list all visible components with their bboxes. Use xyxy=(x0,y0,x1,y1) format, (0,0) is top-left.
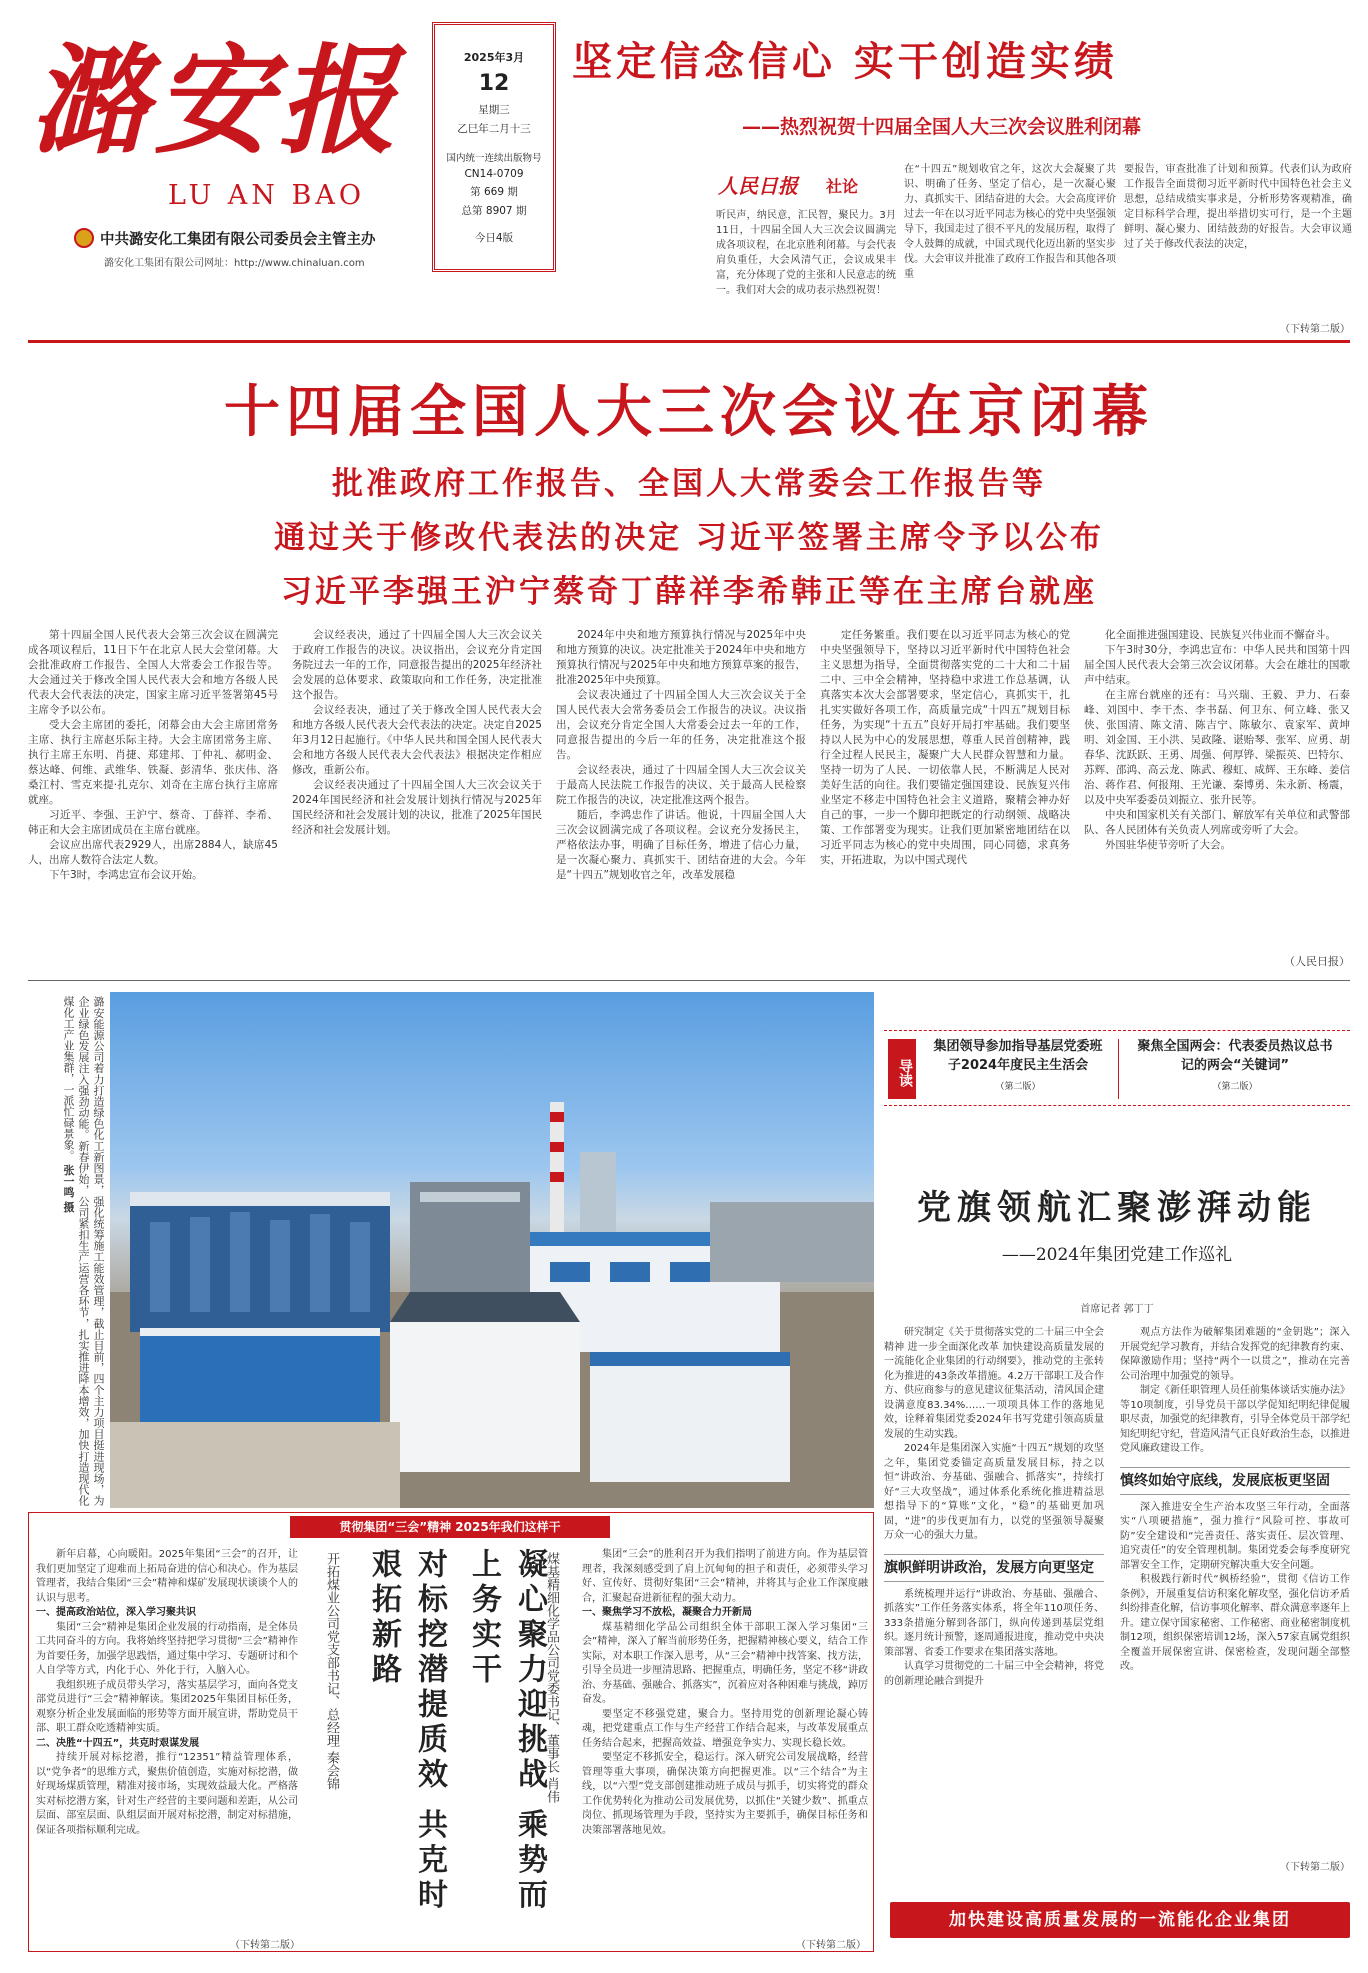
paragraph: 外国驻华使节旁听了大会。 xyxy=(1105,839,1231,851)
feature-byline: 首席记者 郭丁丁 xyxy=(1080,1304,1154,1315)
paragraph: 在主席台就座的还有：马兴瑞、王毅、尹力、石泰峰、刘国中、李干杰、李书磊、何卫东、何立峰、张又侠、张国清、陈文清、陈吉宁、陈敏尔、袁家军、黄坤明、刘金国、王小洪、吴政隆、谌贻琴、张军、应勇、胡春华、沈跃跃、王勇、周强、何厚铧、梁振英、巴特尔、苏辉、邵鸿、高云龙、陈武、穆虹、咸辉、王东峰、姜信治、蒋作君、何报翔、王光谦、秦博勇、朱永新、杨震，以及中央军委委员刘振立、张升民等。 xyxy=(1084,689,1350,806)
feature-col1 xyxy=(884,1326,1104,1854)
paragraph: 第十四届全国人民代表大会第三次会议在圆满完成各项议程后，11日下午在北京人民大会堂闭幕。大会批准政府工作报告、全国人大常委会工作报告等。大会通过关于修改全国人民代表大会和地方各级人民代表大会代表法的决定，国家主席习近平签署第45号主席令予以公布。 xyxy=(28,629,278,716)
guide-box xyxy=(884,1030,1350,1106)
paragraph: 中央和国家机关有关部门、解放军有关单位和武警部队、各人民团体有关负责人列席或旁听了大会。 xyxy=(1084,809,1350,836)
guide-label-text: 导读 xyxy=(897,1059,913,1087)
paragraph: 2024年是集团深入实施“十四五”规划的攻坚之年，集团党委锚定高质量发展目标，持之以恒“讲政治、夯基础、强融合、抓落实”，持续打好“三大攻坚战”，通过体系化系统化推进精益思想指导下的“算账”文化，“稳”的基础更加巩固，“进”的步伐更加有力，以党的坚强领导凝聚万众一心的强大力量。 xyxy=(884,1443,1104,1541)
paragraph: 化全面推进强国建设、民族复兴伟业而不懈奋斗。 xyxy=(1105,629,1336,641)
masthead-pinyin: LU AN BAO xyxy=(168,180,365,211)
paragraph: 持续开展对标挖潜，推行“12351”精益管理体系，以“党争者”的思维方式，聚焦价值创造，实施对标挖潜，做好现场煤质管理，精准对接市场，实现效益最大化。严格落实对标挖潜方案，针对生产经营的主要问题和差距，从公司层面、部室层面、队组层面开展对标挖潜，制定对标措施，保证各项指标顺利完成。 xyxy=(36,1752,298,1836)
paragraph: 集团“三会”的胜利召开为我们指明了前进方向。作为基层管理者，我深刻感受到了肩上沉甸甸的担子和责任，必须带头学习好、宣传好、贯彻好集团“三会”精神，并将其与企业工作深度融合，汇聚起奋进新征程的强大动力。 xyxy=(582,1549,868,1604)
paragraph: 会议经表决，通过了关于修改全国人民代表大会和地方各级人民代表大会代表法的决定。决定自2025年3月12日起施行。《中华人民共和国全国人民代表大会和地方各级人民代表大会代表法》根据决定作相应修改，重新公布。 xyxy=(292,704,542,776)
paragraph: 会议应出席代表2929人，出席2884人，缺席45人，出席人数符合法定人数。 xyxy=(28,839,278,866)
paragraph: 要坚定不移抓安全，稳运行。深入研究公司发展战略，经营管理等重大事项，确保决策方向把握更准。以“三个结合”为主线，以“六型”党支部创建推动班子成员与抓手，切实将党的群众工作优势转化为推动公司发展优势，以抓住“关键少数”、抓重点岗位、抓现场管理为手段，坚持实为主要抓手，确保目标任务和决策部署落地见效。 xyxy=(582,1752,868,1836)
paragraph: 积极践行新时代“枫桥经验”，贯彻《信访工作条例》，开展重复信访积案化解攻坚，强化信访矛盾纠纷排查化解，信访事项化解率、群众满意率逐年上升。建立保守国家秘密、工作秘密、商业秘密制度机制12项，组织保密培训12场，深入57家直属党组织全覆盖开展保密宣讲、保密检查，发现问题全部整改。 xyxy=(1120,1574,1350,1672)
issue-weekday: 星期三 xyxy=(478,104,510,116)
paragraph: 定任务繁重。我们要在以习近平同志为核心的党中央坚强领导下，坚持以习近平新时代中国特色社会主义思想为指导，全面贯彻落实党的二十大和二十届二中、三中全会精神，坚持稳中求进工作总基调，认真落实本次大会部署要求，坚定信心，真抓实干，扎扎实实做好各项工作，高质量完成“十四五”规划目标任务，为实现“十五五”良好开局打牢基础。我们要坚持以人民为中心的发展思想，尊重人民首创精神，践行全过程人民民主，凝聚广大人民群众智慧和力量。坚持一切为了人民、一切依靠人民，不断满足人民对美好生活的向往。我们要锚定强国建设、民族复兴伟业坚定不移走中国特色社会主义道路，聚精会神办好自己的事，一步一个脚印把既定的行动纲领、战略决策、工作部署变为现实。让我们更加紧密地团结在以习近平同志为核心的党中央周围，同心同德，求真务实，开拓进取，为以中国式现代 xyxy=(820,629,1070,866)
lead-col1 xyxy=(28,628,278,968)
paragraph: 随后，李鸿忠作了讲话。他说，十四届全国人大三次会议圆满完成了各项议程。会议充分发扬民主，严格依法办事，明确了目标任务，增进了信心力量，是一次凝心聚力、真抓实干、团结奋进的大会。今年是“十四五”规划收官之年，改革发展稳 xyxy=(556,809,806,881)
lead-sub2: 通过关于修改代表法的决定 习近平签署主席令予以公布 xyxy=(274,520,1104,556)
paragraph: 会议经表决，通过了十四届全国人大三次会议关于政府工作报告的决议。决议指出，会议充分肯定国务院过去一年的工作，同意报告提出的2025年经济社会发展的总体要求、政策取向和工作任务，决定批准这个报告。 xyxy=(292,629,542,701)
special-byline-2: 煤基精细化学品公司党委书记、董事长 肖伟 xyxy=(544,1552,559,1804)
special-subhead-3: 一、聚焦学习不放松，凝聚合力开新局 xyxy=(582,1607,752,1618)
lead-sub3: 习近平李强王沪宁蔡奇丁薛祥李希韩正等在主席台就座 xyxy=(281,574,1097,610)
feature-subhead-1: 旗帜鲜明讲政治，发展方向更坚定 xyxy=(884,1554,1104,1582)
paragraph: 研究制定《关于贯彻落实党的二十届三中全会精神 进一步全面深化改革 加快建设高质量发展的一流能化企业集团的行动纲要》，推动党的主张转化为推进的43条改革措施。4.2万干部职工及合作方、供应商参与的意见建议征集活动，清风国企建设满意度83.34%……一项项具体工作的落地见效，诠释着集团党委2024年书写党建引领高质量发展的生动实践。 xyxy=(884,1327,1104,1440)
issue-cn: CN14-0709 xyxy=(464,168,524,180)
photo-credit: 张一鸣 摄 xyxy=(62,1164,75,1213)
masthead xyxy=(28,18,418,268)
divider xyxy=(1118,1039,1119,1099)
divider xyxy=(28,980,1350,981)
paragraph: 会议经表决通过了十四届全国人大三次会议关于2024年国民经济和社会发展计划执行情况与2025年国民经济和社会发展计划的决议，批准了2025年国民经济和社会发展计划。 xyxy=(292,779,542,836)
guide-item-1-title: 集团领导参加指导基层党委班子2024年度民主生活会 xyxy=(933,1039,1103,1073)
footer-banner-text: 加快建设高质量发展的一流能化企业集团 xyxy=(949,1910,1291,1930)
guide-label xyxy=(888,1039,916,1099)
special-more-1: （下转第二版） xyxy=(230,1940,300,1951)
feature-col2 xyxy=(1120,1326,1350,1854)
special-banner xyxy=(290,1516,610,1538)
paragraph: 下午3时，李鸿忠宣布会议开始。 xyxy=(49,869,203,881)
special-col2 xyxy=(582,1548,868,1936)
paragraph: 我组织班子成员带头学习，落实基层学习，面向各党支部党员进行“三会”精神解读。集团2025年集团目标任务，观察分析企业发展面临的形势等方面开展宣讲，帮助党员干部、职工群众吃透精神实质。 xyxy=(36,1679,298,1734)
guide-item-2-title: 聚焦全国两会：代表委员热议总书记的两会“关键词” xyxy=(1137,1039,1333,1073)
party-emblem-icon xyxy=(74,228,94,248)
special-byline-1: 开拓煤业公司党支部书记、总经理 秦会锦 xyxy=(324,1552,339,1791)
masthead-title: 潞安报 xyxy=(30,31,403,170)
paragraph: 会议经表决，通过了十四届全国人大三次会议关于最高人民法院工作报告的决议、关于最高人民检察院工作报告的决议，决定批准这两个报告。 xyxy=(556,764,806,806)
paragraph: 制定《新任职管理人员任前集体谈话实施办法》等10项制度，引导党员干部以学促知纪明纪律促履职尽责，加强党的纪律教育，引导全体党员干部学纪知纪明纪守纪，营造风清气正良好政治生态，以推进党风廉政建设工作。 xyxy=(1120,1385,1350,1454)
editorial-col2: 在“十四五”规划收官之年，这次大会凝聚了共识、明确了任务、坚定了信心，是一次凝心聚力、真抓实干、团结奋进的大会。大会高度评价过去一年在以习近平同志为核心的党中央坚强领导下，我国走过了很不平凡的发展历程，取得了令人鼓舞的成就，中国式现代化迈出新的坚实步伐。大会审议并批准了政府工作报告和其他各项重 xyxy=(904,164,1116,280)
masthead-website: 潞安化工集团有限公司网址：http://www.chinaluan.com xyxy=(104,258,365,269)
guide-item-2-page: （第二版） xyxy=(1212,1082,1258,1092)
banner-slogan: 坚定信念信心 实干创造实绩 xyxy=(572,38,1118,85)
special-subhead-1: 一、提高政治站位，深入学习聚共识 xyxy=(36,1607,196,1618)
masthead-sponsor: 中共潞安化工集团有限公司委员会主管主办 xyxy=(100,232,376,248)
feature-headline: 党旗领航汇聚澎湃动能 xyxy=(917,1188,1317,1228)
issue-yearmonth: 2025年3月 xyxy=(463,51,525,64)
factory-photo xyxy=(110,992,874,1508)
issue-cn-label: 国内统一连续出版物号 xyxy=(446,153,542,164)
special-col1 xyxy=(36,1548,298,1936)
issue-lunar: 乙巳年二月十三 xyxy=(457,123,531,135)
paragraph: 2024年中央和地方预算执行情况与2025年中央和地方预算的决议。决定批准关于2024年中央和地方预算执行情况与2025年中央和地方预算草案的报告，批准2025年中央预算。 xyxy=(556,629,806,686)
special-subhead-2: 二、决胜“十四五”，共克时艰谋发展 xyxy=(36,1737,200,1749)
editorial-source: 人民日报 xyxy=(718,174,798,198)
paragraph: 要坚定不移强党建，聚合力。坚持用党的创新理论凝心铸魂，把党建重点工作与生产经营工作结合起来，与改革发展重点任务结合起来，把握高效益、增强竞争实力、实现长稳长效。 xyxy=(582,1708,868,1749)
lead-col5 xyxy=(1084,628,1350,950)
feature-more: （下转第二版） xyxy=(1280,1862,1350,1873)
special-banner-text: 贯彻集团“三会”精神 2025年我们这样干 xyxy=(339,1520,561,1534)
feature-subhead-2: 慎终如始守底线，发展底板更坚固 xyxy=(1120,1467,1350,1495)
lead-col4 xyxy=(820,628,1070,968)
issue-no: 第 669 期 xyxy=(470,186,518,198)
special-headline-2: 凝心聚力迎挑战 乘势而上务实干 xyxy=(466,1548,547,1914)
paragraph: 集团“三会”精神是集团企业发展的行动指南，是全体员工共同奋斗的方向。我将始终坚持把学习贯彻“三会”精神作为首要任务，加强学思践悟，通过集中学习、专题研讨和个人自学等方式，内化于心、外化于行，入脑入心。 xyxy=(36,1621,298,1676)
special-more-2: （下转第二版） xyxy=(796,1940,866,1951)
issue-box xyxy=(432,22,556,272)
lead-col2 xyxy=(292,628,542,968)
masthead-divider xyxy=(28,340,1350,343)
paragraph: 受大会主席团的委托，闭幕会由大会主席团常务主席、执行主席赵乐际主持。大会主席团常务主席、执行主席王东明、肖捷、郑建邦、丁仲礼、郝明金、蔡达峰、何维、武维华、铁凝、彭清华、张庆伟、洛桑江村、雪克来提·扎克尔、刘奇在主席台执行主席席就座。 xyxy=(28,719,278,806)
lead-col3 xyxy=(556,628,806,968)
editorial-col3: 要报告，审查批准了计划和预算。代表们认为政府工作报告全面贯彻习近平新时代中国特色社会主义思想，总结成绩实事求是，分析形势客观精准，确定目标科学合理，提出举措切实可行，是一个主题鲜明、凝心聚力、团结鼓劲的好报告。大会审议通过了关于修改代表法的决定， xyxy=(1124,164,1352,250)
editorial-more: （下转第二版） xyxy=(1280,324,1350,335)
footer-banner xyxy=(890,1902,1350,1938)
factory-illustration xyxy=(110,992,874,1508)
paragraph: 观点方法作为破解集团难题的“金钥匙”；深入开展党纪学习教育，并结合发挥党的纪律教育约束、保障激励作用；坚持“两个一以贯之”，推动在完善公司治理中加强党的领导。 xyxy=(1120,1327,1350,1382)
paragraph: 会议表决通过了十四届全国人大三次会议关于全国人民代表大会常务委员会工作报告的决议。决议指出，会议充分肯定全国人大常委会过去一年的工作，同意报告提出的今后一年的任务，决定批准这个报告。 xyxy=(556,689,806,761)
banner-subslogan: ——热烈祝贺十四届全国人大三次会议胜利闭幕 xyxy=(742,116,1142,138)
paragraph: 习近平、李强、王沪宁、蔡奇、丁薛祥、李希、韩正和大会主席团成员在主席台就座。 xyxy=(28,809,278,836)
paragraph: 系统梳理并运行“讲政治、夯基础、强融合、抓落实”工作任务落实体系，将全年110项任务、333条措施分解到各部门，纵向传递到基层党组织。逐月统计预警，逐周通报进度，推动党中央决策部署、省委工作要求在集团落实落地。 xyxy=(884,1588,1104,1658)
guide-item-1[interactable] xyxy=(928,1037,1108,1092)
editorial-col1: 听民声，纳民意，汇民智，聚民力。3月11日，十四届全国人大三次会议圆满完成各项议程，在北京胜利闭幕。与会代表肩负重任，大会风清气正，会议成果丰富，充分体现了党的主张和人民意志的统一。我们对大会的成功表示热烈祝贺！ xyxy=(716,210,896,296)
paragraph: 下午3时30分，李鸿忠宣布：中华人民共和国第十四届全国人民代表大会第三次会议闭幕。大会在雄壮的国歌声中结束。 xyxy=(1084,644,1350,686)
guide-item-1-page: （第二版） xyxy=(995,1082,1041,1092)
issue-day: 12 xyxy=(478,71,510,96)
guide-item-2[interactable] xyxy=(1132,1037,1338,1092)
paragraph: 新年启幕，心向暖阳。2025年集团“三会”的召开，让我们更加坚定了迎难而上拓局奋进的信心和决心。作为基层管理者，我结合集团“三会”精神和煤矿发展现状谈谈个人的认识与思考。 xyxy=(36,1549,298,1604)
lead-headline: 十四届全国人大三次会议在京闭幕 xyxy=(224,380,1154,445)
issue-pages: 今日4版 xyxy=(474,232,514,244)
lead-sub1: 批准政府工作报告、全国人大常委会工作报告等 xyxy=(332,466,1046,502)
photo-caption xyxy=(30,996,106,1506)
paragraph: 认真学习贯彻党的二十届三中全会精神，将党的创新理论融合到提升 xyxy=(884,1661,1104,1687)
photo-caption-text: 潞安能源公司着力打造绿色化工新图景，强化统筹施工能效管理，截止目前，四个主力项目挺进现场，为企业绿色发展注入强劲动能。新春伊始，公司紧扣生产运营各环节，扎实推进降本增效，加快打造现代化煤化工产业集群，一派忙碌景象。 xyxy=(62,996,105,1506)
paragraph: 煤基精细化学品公司组织全体干部职工深入学习集团“三会”精神，深入了解当前形势任务，把握精神核心要义，结合工作实际，对本职工作深入思考，从“三会”精神中找答案、找方法，引导全员进一步厘清思路、把握重点，明确任务，坚定不移“讲政治、夯基础、强融合、抓落实”，沉着应对各种困难与挑战，踔厉奋发。 xyxy=(582,1621,868,1705)
paragraph: 深入推进安全生产治本攻坚三年行动，全面落实“八项硬措施”，强力推行“风险可控、事故可防”安全建设和“完善责任、落实责任、层次管理、追究责任”的安全管理机制。集团党委会每季度研究部署安全工作，定期研究解决重大安全问题。 xyxy=(1120,1501,1350,1571)
issue-total: 总第 8907 期 xyxy=(461,205,527,217)
lead-credit: （人民日报） xyxy=(1284,955,1350,968)
feature-subtitle: ——2024年集团党建工作巡礼 xyxy=(1001,1245,1233,1265)
editorial-label: 社论 xyxy=(826,177,859,196)
special-headline-1: 对标挖潜提质效 共克时艰拓新路 xyxy=(366,1548,447,1914)
